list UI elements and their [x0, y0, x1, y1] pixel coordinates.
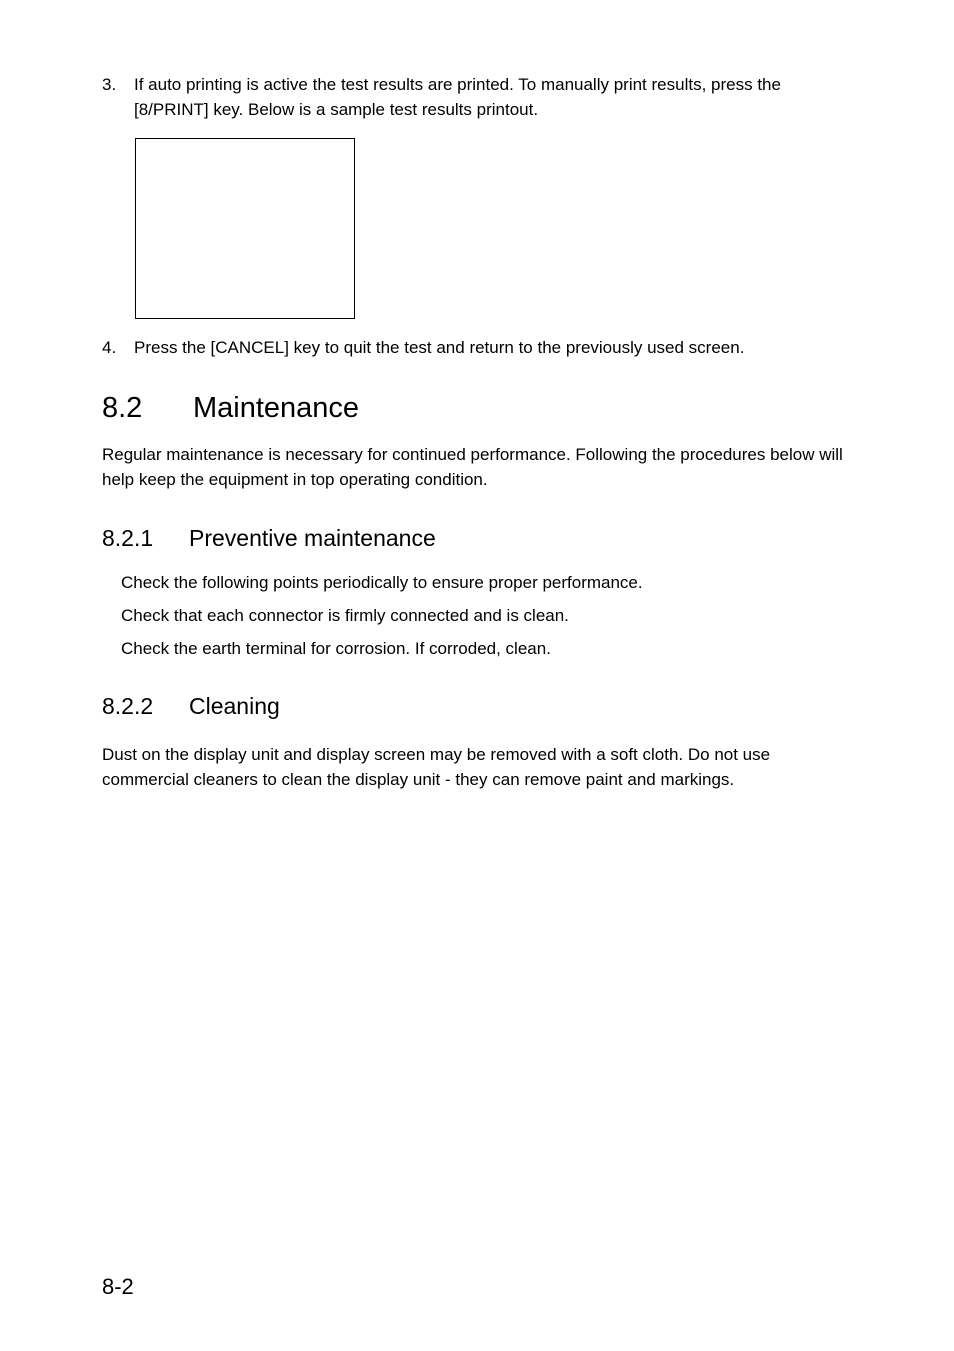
sample-printout-frame [135, 138, 355, 319]
subsection-2-title: Cleaning [189, 693, 280, 719]
cleaning-text: Dust on the display unit and display screen may be removed with a soft cloth. Do not use commercial cleaners to clean the display unit - they can remove paint and markings. [102, 745, 771, 789]
section-title: Maintenance [193, 392, 360, 424]
subsection-2-number: 8.2.2 [102, 693, 154, 719]
maintenance-item-1: Check the following points periodically to ensure proper performance. [121, 573, 643, 592]
step-4-text: Press the [CANCEL] key to quit the test and return to the previously used screen. [134, 338, 745, 357]
maintenance-item-3: Check the earth terminal for corrosion. If corroded, clean. [121, 639, 551, 658]
subsection-1-number: 8.2.1 [102, 525, 154, 551]
step-3-text: If auto printing is active the test results are printed. To manually print results, press the [8/PRINT] key. Below is a sample test results printout. [134, 75, 781, 119]
step-4-number: 4. [102, 338, 117, 357]
maintenance-item-2: Check that each connector is firmly connected and is clean. [121, 606, 569, 625]
section-number: 8.2 [102, 392, 143, 424]
step-3-number: 3. [102, 75, 117, 94]
subsection-1-title: Preventive maintenance [189, 525, 436, 551]
section-intro: Regular maintenance is necessary for continued performance. Following the procedures below will help keep the equipment in top operating condition. [102, 445, 843, 489]
page-number: 8-2 [102, 1274, 134, 1299]
